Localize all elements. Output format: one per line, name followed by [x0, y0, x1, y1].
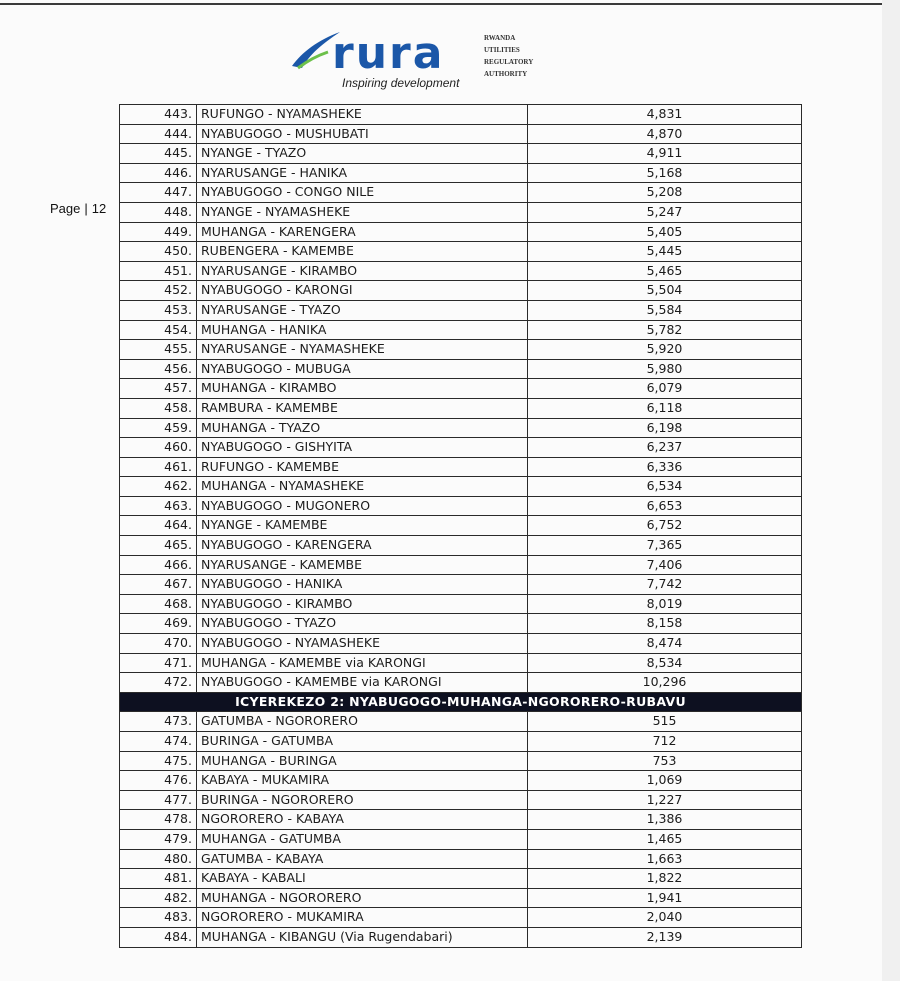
- route-cell: BURINGA - NGORORERO: [197, 790, 528, 810]
- row-number: 466.: [120, 555, 197, 575]
- fare-cell: 4,911: [528, 144, 802, 164]
- row-number: 451.: [120, 261, 197, 281]
- route-cell: KABAYA - MUKAMIRA: [197, 771, 528, 791]
- row-number: 455.: [120, 340, 197, 360]
- row-number: 445.: [120, 144, 197, 164]
- route-cell: NYARUSANGE - KAMEMBE: [197, 555, 528, 575]
- route-cell: MUHANGA - KARENGERA: [197, 222, 528, 242]
- table-row: [120, 496, 802, 516]
- route-cell: BURINGA - GATUMBA: [197, 732, 528, 752]
- table-row: [120, 751, 802, 771]
- fare-cell: 5,465: [528, 261, 802, 281]
- row-number: 447.: [120, 183, 197, 203]
- route-cell: NYABUGOGO - TYAZO: [197, 614, 528, 634]
- fare-cell: 7,365: [528, 536, 802, 556]
- logo-wordmark: rura: [332, 28, 445, 79]
- table-row: [120, 222, 802, 242]
- table-row: [120, 300, 802, 320]
- row-number: 463.: [120, 496, 197, 516]
- route-cell: RAMBURA - KAMEMBE: [197, 398, 528, 418]
- table-row: [120, 790, 802, 810]
- route-cell: NYABUGOGO - MUSHUBATI: [197, 124, 528, 144]
- fare-cell: 5,584: [528, 300, 802, 320]
- rura-logo: [288, 22, 548, 100]
- fare-table-part2: [120, 712, 802, 947]
- route-cell: MUHANGA - KAMEMBE via KARONGI: [197, 653, 528, 673]
- row-number: 479.: [120, 829, 197, 849]
- table-row: [120, 242, 802, 262]
- fare-cell: 1,465: [528, 829, 802, 849]
- row-number: 458.: [120, 398, 197, 418]
- row-number: 446.: [120, 163, 197, 183]
- route-cell: NYARUSANGE - KIRAMBO: [197, 261, 528, 281]
- fare-cell: 5,247: [528, 202, 802, 222]
- fare-cell: 10,296: [528, 673, 802, 693]
- route-cell: MUHANGA - TYAZO: [197, 418, 528, 438]
- row-number: 471.: [120, 653, 197, 673]
- route-cell: KABAYA - KABALI: [197, 869, 528, 889]
- authority-line: UTILITIES: [484, 46, 520, 54]
- route-cell: NGORORERO - KABAYA: [197, 810, 528, 830]
- fare-cell: 712: [528, 732, 802, 752]
- fare-cell: 7,406: [528, 555, 802, 575]
- table-row: [120, 261, 802, 281]
- page-edge-shade: [882, 0, 900, 981]
- fare-cell: 6,336: [528, 457, 802, 477]
- fare-cell: 5,168: [528, 163, 802, 183]
- route-cell: NYANGE - NYAMASHEKE: [197, 202, 528, 222]
- row-number: 484.: [120, 927, 197, 947]
- row-number: 477.: [120, 790, 197, 810]
- fare-cell: 1,663: [528, 849, 802, 869]
- table-row: [120, 359, 802, 379]
- route-cell: NYABUGOGO - KIRAMBO: [197, 594, 528, 614]
- route-cell: MUHANGA - KIRAMBO: [197, 379, 528, 399]
- row-number: 453.: [120, 300, 197, 320]
- fare-cell: 1,386: [528, 810, 802, 830]
- table-row: [120, 477, 802, 497]
- table-row: [120, 438, 802, 458]
- row-number: 454.: [120, 320, 197, 340]
- route-cell: MUHANGA - HANIKA: [197, 320, 528, 340]
- table-row: [120, 281, 802, 301]
- row-number: 456.: [120, 359, 197, 379]
- page-num: 12: [91, 201, 107, 216]
- table-row: [120, 810, 802, 830]
- row-number: 459.: [120, 418, 197, 438]
- fare-cell: 5,445: [528, 242, 802, 262]
- row-number: 449.: [120, 222, 197, 242]
- row-number: 457.: [120, 379, 197, 399]
- logo-tagline: Inspiring development: [342, 76, 460, 90]
- row-number: 464.: [120, 516, 197, 536]
- table-row: [120, 653, 802, 673]
- fare-cell: 8,534: [528, 653, 802, 673]
- row-number: 469.: [120, 614, 197, 634]
- table-row: [120, 418, 802, 438]
- row-number: 468.: [120, 594, 197, 614]
- table-row: [120, 340, 802, 360]
- fare-cell: 6,752: [528, 516, 802, 536]
- route-cell: NYABUGOGO - MUGONERO: [197, 496, 528, 516]
- fare-cell: 8,474: [528, 634, 802, 654]
- table-row: [120, 516, 802, 536]
- fare-cell: 5,920: [528, 340, 802, 360]
- authority-line: AUTHORITY: [484, 70, 528, 78]
- row-number: 450.: [120, 242, 197, 262]
- row-number: 467.: [120, 575, 197, 595]
- fare-cell: 4,831: [528, 105, 802, 125]
- table-row: [120, 849, 802, 869]
- row-number: 465.: [120, 536, 197, 556]
- row-number: 470.: [120, 634, 197, 654]
- route-cell: NYANGE - TYAZO: [197, 144, 528, 164]
- row-number: 473.: [120, 712, 197, 732]
- route-cell: NGORORERO - MUKAMIRA: [197, 908, 528, 928]
- row-number: 448.: [120, 202, 197, 222]
- row-number: 443.: [120, 105, 197, 125]
- route-cell: MUHANGA - NYAMASHEKE: [197, 477, 528, 497]
- table-row: [120, 732, 802, 752]
- table-row: [120, 536, 802, 556]
- fare-cell: 2,139: [528, 927, 802, 947]
- table-row: [120, 379, 802, 399]
- fare-cell: 6,534: [528, 477, 802, 497]
- table-row: [120, 673, 802, 693]
- fare-cell: 7,742: [528, 575, 802, 595]
- fare-cell: 515: [528, 712, 802, 732]
- row-number: 462.: [120, 477, 197, 497]
- section-heading: ICYEREKEZO 2: NYABUGOGO-MUHANGA-NGORORERO-RUBAVU: [120, 692, 802, 712]
- route-cell: GATUMBA - KABAYA: [197, 849, 528, 869]
- table-row: [120, 927, 802, 947]
- fare-cell: 5,405: [528, 222, 802, 242]
- route-cell: NYANGE - KAMEMBE: [197, 516, 528, 536]
- route-cell: NYABUGOGO - MUBUGA: [197, 359, 528, 379]
- table-row: [120, 124, 802, 144]
- row-number: 482.: [120, 888, 197, 908]
- fare-table: [119, 104, 802, 948]
- route-cell: MUHANGA - GATUMBA: [197, 829, 528, 849]
- authority-line: REGULATORY: [484, 58, 534, 66]
- table-row: [120, 457, 802, 477]
- route-cell: NYARUSANGE - HANIKA: [197, 163, 528, 183]
- section-heading-row: [120, 692, 802, 712]
- fare-cell: 6,118: [528, 398, 802, 418]
- table-row: [120, 829, 802, 849]
- row-number: 478.: [120, 810, 197, 830]
- fare-cell: 1,227: [528, 790, 802, 810]
- page-number: [50, 201, 106, 216]
- route-cell: RUFUNGO - KAMEMBE: [197, 457, 528, 477]
- row-number: 461.: [120, 457, 197, 477]
- route-cell: MUHANGA - BURINGA: [197, 751, 528, 771]
- table-row: [120, 888, 802, 908]
- page-top-border: [0, 3, 900, 5]
- route-cell: NYARUSANGE - NYAMASHEKE: [197, 340, 528, 360]
- route-cell: NYABUGOGO - KARONGI: [197, 281, 528, 301]
- route-cell: RUBENGERA - KAMEMBE: [197, 242, 528, 262]
- route-cell: NYARUSANGE - TYAZO: [197, 300, 528, 320]
- table-row: [120, 771, 802, 791]
- table-row: [120, 614, 802, 634]
- row-number: 444.: [120, 124, 197, 144]
- fare-cell: 6,079: [528, 379, 802, 399]
- fare-cell: 753: [528, 751, 802, 771]
- route-cell: GATUMBA - NGORORERO: [197, 712, 528, 732]
- fare-cell: 5,208: [528, 183, 802, 203]
- fare-table-part1: [120, 105, 802, 693]
- fare-cell: 4,870: [528, 124, 802, 144]
- section-group: [120, 692, 802, 712]
- row-number: 481.: [120, 869, 197, 889]
- table-row: [120, 712, 802, 732]
- route-cell: MUHANGA - KIBANGU (Via Rugendabari): [197, 927, 528, 947]
- fare-cell: 1,941: [528, 888, 802, 908]
- fare-cell: 6,237: [528, 438, 802, 458]
- fare-cell: 8,019: [528, 594, 802, 614]
- table-row: [120, 398, 802, 418]
- route-cell: NYABUGOGO - KAMEMBE via KARONGI: [197, 673, 528, 693]
- fare-cell: 5,980: [528, 359, 802, 379]
- route-cell: MUHANGA - NGORORERO: [197, 888, 528, 908]
- row-number: 460.: [120, 438, 197, 458]
- route-cell: NYABUGOGO - HANIKA: [197, 575, 528, 595]
- fare-cell: 6,653: [528, 496, 802, 516]
- fare-cell: 6,198: [528, 418, 802, 438]
- fare-cell: 1,822: [528, 869, 802, 889]
- table-row: [120, 555, 802, 575]
- row-number: 474.: [120, 732, 197, 752]
- table-row: [120, 575, 802, 595]
- page-word: Page: [50, 201, 81, 216]
- table-row: [120, 594, 802, 614]
- authority-name: [484, 32, 533, 80]
- row-number: 452.: [120, 281, 197, 301]
- table-row: [120, 183, 802, 203]
- fare-cell: 5,782: [528, 320, 802, 340]
- fare-cell: 5,504: [528, 281, 802, 301]
- row-number: 483.: [120, 908, 197, 928]
- fare-cell: 2,040: [528, 908, 802, 928]
- table-row: [120, 202, 802, 222]
- fare-cell: 1,069: [528, 771, 802, 791]
- authority-line: RWANDA: [484, 34, 516, 42]
- row-number: 480.: [120, 849, 197, 869]
- table-row: [120, 105, 802, 125]
- route-cell: NYABUGOGO - CONGO NILE: [197, 183, 528, 203]
- table-row: [120, 634, 802, 654]
- route-cell: NYABUGOGO - NYAMASHEKE: [197, 634, 528, 654]
- table-row: [120, 908, 802, 928]
- table-row: [120, 163, 802, 183]
- row-number: 476.: [120, 771, 197, 791]
- row-number: 475.: [120, 751, 197, 771]
- route-cell: NYABUGOGO - GISHYITA: [197, 438, 528, 458]
- route-cell: NYABUGOGO - KARENGERA: [197, 536, 528, 556]
- row-number: 472.: [120, 673, 197, 693]
- table-row: [120, 869, 802, 889]
- table-row: [120, 320, 802, 340]
- route-cell: RUFUNGO - NYAMASHEKE: [197, 105, 528, 125]
- fare-cell: 8,158: [528, 614, 802, 634]
- table-row: [120, 144, 802, 164]
- page-separator: |: [84, 201, 88, 216]
